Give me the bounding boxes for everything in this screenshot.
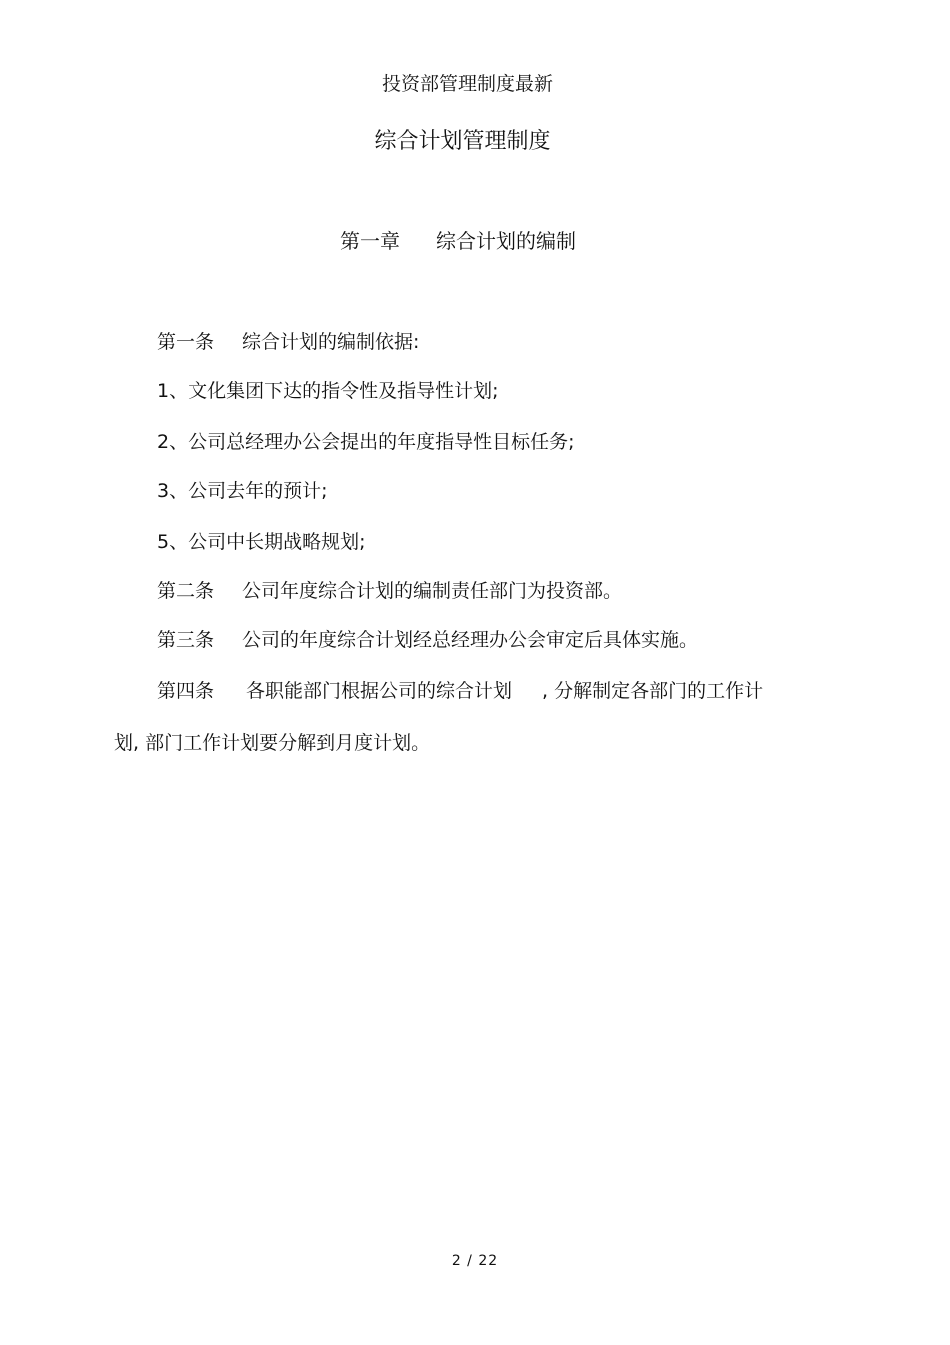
list-item-text: 文化集团下达的指令性及指导性计划; [188,380,499,402]
chapter-heading [340,226,576,256]
list-item-3 [157,477,328,505]
article-4-continuation: 划, 部门工作计划要分解到月度计划。 [114,732,431,754]
chapter-number: 第一章 [340,229,400,253]
article-3 [157,626,698,654]
chapter-title: 综合计划的编制 [436,229,576,253]
list-item-number: 5、 [157,531,189,553]
list-item-text: 公司去年的预计; [188,480,328,502]
article-number: 第一条 [157,331,215,353]
list-item-text: 公司中长期战略规划; [188,531,366,553]
article-4 [157,677,763,705]
page-number: 2 / 22 [451,1253,499,1269]
article-2 [157,577,622,605]
list-item-1 [157,377,499,405]
header-title: 投资部管理制度最新 [381,73,553,95]
article-1 [157,328,419,356]
article-text-part-a: 各职能部门根据公司的综合计划 [246,680,513,702]
article-number: 第二条 [157,580,215,602]
list-item-5 [157,528,366,556]
list-item-number: 3、 [157,480,189,502]
article-text: 公司年度综合计划的编制责任部门为投资部。 [242,580,623,602]
list-item-2 [157,428,575,456]
list-item-number: 1、 [157,380,189,402]
article-text-part-b: , 分解制定各部门的工作计 [542,680,764,702]
document-title: 综合计划管理制度 [374,129,551,154]
article-number: 第三条 [157,629,215,651]
article-text: 综合计划的编制依据: [242,331,420,353]
list-item-text: 公司总经理办公会提出的年度指导性目标任务; [188,431,575,453]
article-text: 公司的年度综合计划经总经理办公会审定后具体实施。 [242,629,699,651]
article-number: 第四条 [157,680,215,702]
list-item-number: 2、 [157,431,189,453]
